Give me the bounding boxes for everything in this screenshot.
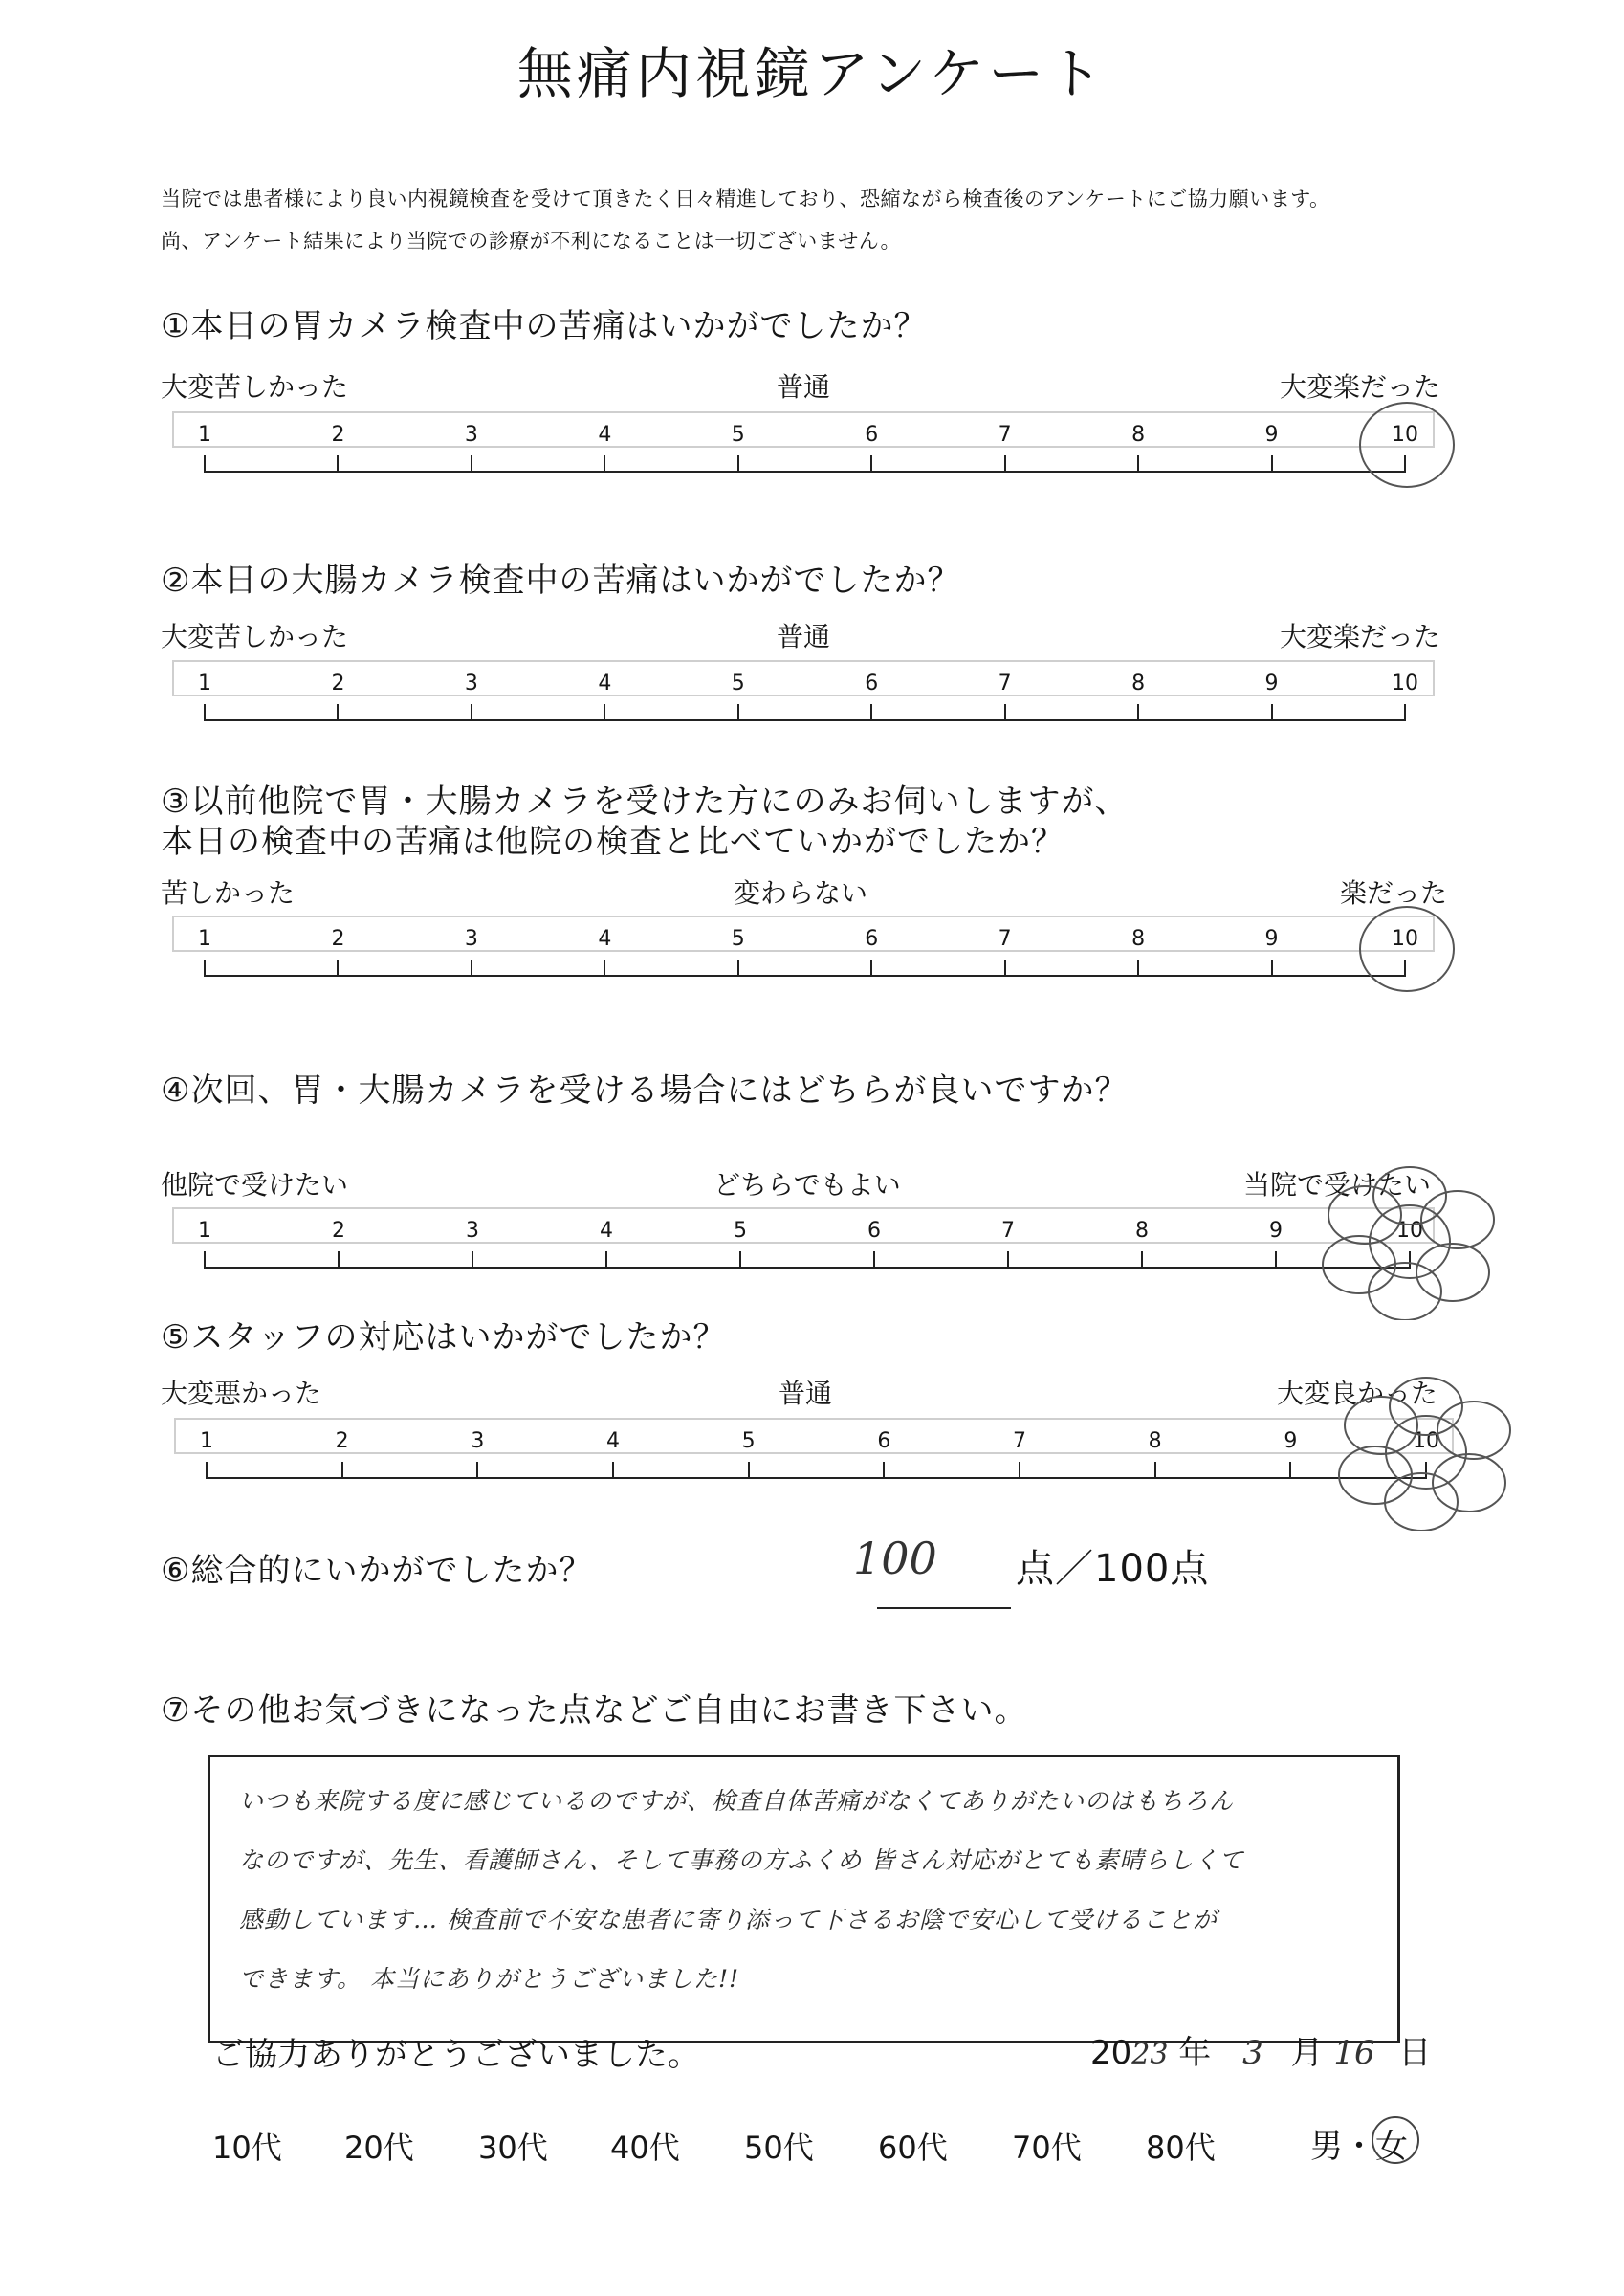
q1-right-label: 大変楽だった <box>1280 371 1441 403</box>
question-2-text: ②本日の大腸カメラ検査中の苦痛はいかがでしたか？ <box>161 562 961 600</box>
question-4-text: ④次回、胃・大腸カメラを受ける場合にはどちらが良いですか？ <box>161 1071 1129 1110</box>
scale-tick <box>204 704 206 721</box>
comment-line-2: なのですが、先生、看護師さん、そして事務の方ふくめ 皆さん対応がとても素晴らしくて <box>239 1846 1244 1874</box>
scale-number[interactable]: 2 <box>331 672 345 695</box>
scale-number[interactable]: 9 <box>1284 1429 1298 1453</box>
flower-petal <box>1339 1446 1412 1504</box>
scale-tick <box>337 704 339 721</box>
question-3-text-line2: 本日の検査中の苦痛は他院の検査と比べていかがでしたか？ <box>161 823 1064 861</box>
scale-frame <box>172 1207 1435 1244</box>
scale-tick <box>1289 1462 1291 1479</box>
flower-petal <box>1323 1236 1395 1293</box>
scale-tick <box>204 1251 206 1269</box>
question-6-text: ⑥総合的にいかがでしたか？ <box>161 1552 593 1590</box>
gender-male-option[interactable]: 男 <box>1310 2128 1343 2166</box>
scale-tick <box>737 455 739 473</box>
comment-line-4: できます。 本当にありがとうございました!! <box>239 1965 740 1993</box>
scale-number[interactable]: 8 <box>1131 423 1146 447</box>
question-3-text: ③以前他院で胃・大腸カメラを受けた方にのみお伺いしますが、 <box>161 783 1129 821</box>
scale-number[interactable]: 4 <box>598 423 612 447</box>
question-1-text: ①本日の胃カメラ検査中の苦痛はいかがでしたか？ <box>161 307 928 345</box>
scale-axis-line <box>205 719 1405 721</box>
age-option-40s[interactable]: 40代 <box>610 2130 680 2166</box>
scale-number[interactable]: 8 <box>1131 672 1146 695</box>
scale-tick <box>204 960 206 977</box>
scale-axis-line <box>205 1267 1410 1269</box>
scale-number[interactable]: 9 <box>1264 423 1279 447</box>
question-7-text: ⑦その他お気づきになった点などご自由にお書き下さい。 <box>161 1691 1028 1730</box>
scale-tick <box>471 455 472 473</box>
scale-number[interactable]: 4 <box>606 1429 620 1453</box>
scale-number[interactable]: 7 <box>1001 1219 1015 1243</box>
scale-number[interactable]: 2 <box>332 1219 345 1243</box>
scale-number[interactable]: 9 <box>1264 927 1279 951</box>
scale-number[interactable]: 10 <box>1413 1429 1439 1453</box>
scale-tick <box>737 960 739 977</box>
scale-tick <box>1275 1251 1277 1269</box>
scale-tick <box>1271 960 1273 977</box>
date-month-label: 月 <box>1290 2034 1324 2072</box>
scale-number[interactable]: 9 <box>1269 1219 1283 1243</box>
scale-number[interactable]: 8 <box>1135 1219 1149 1243</box>
scale-number[interactable]: 10 <box>1392 672 1418 695</box>
flower-petal <box>1421 1191 1494 1248</box>
q4-left-label: 他院で受けたい <box>161 1169 349 1201</box>
scale-number[interactable]: 1 <box>200 1429 213 1453</box>
comment-line-1: いつも来院する度に感じているのですが、検査自体苦痛がなくてありがたいのはもちろん <box>239 1787 1235 1815</box>
scale-tick <box>870 960 872 977</box>
scale-axis-line <box>205 975 1405 977</box>
scale-number[interactable]: 3 <box>466 1219 479 1243</box>
flower-petal <box>1373 1167 1446 1225</box>
flower-petal <box>1345 1397 1417 1454</box>
q3-left-label: 苦しかった <box>161 877 296 909</box>
scale-number[interactable]: 6 <box>865 927 879 951</box>
scale-tick <box>737 704 739 721</box>
scale-number[interactable]: 3 <box>471 1429 485 1453</box>
age-option-70s[interactable]: 70代 <box>1012 2130 1082 2166</box>
date-year-prefix: 20 <box>1090 2034 1132 2072</box>
scale-number[interactable]: 3 <box>464 423 478 447</box>
scale-tick <box>604 960 605 977</box>
scale-tick <box>476 1462 478 1479</box>
gender-selected-circle <box>1372 2116 1419 2164</box>
scale-tick <box>748 1462 750 1479</box>
age-option-20s[interactable]: 20代 <box>344 2130 414 2166</box>
gender-field <box>1310 2120 1408 2167</box>
q2-left-label: 大変苦しかった <box>161 621 349 652</box>
scale-tick <box>604 455 605 473</box>
scale-tick <box>1137 704 1139 721</box>
scale-number[interactable]: 7 <box>998 672 1012 695</box>
flower-petal <box>1433 1454 1505 1512</box>
intro-line-1: 当院では患者様により良い内視鏡検査を受けて頂きたく日々精進しており、恐縮ながら検査後のアンケートにご協力願います。 <box>161 188 1330 210</box>
thanks-text: ご協力ありがとうございました。 <box>212 2036 700 2074</box>
scale-number[interactable]: 5 <box>731 672 745 695</box>
flower-petal <box>1385 1473 1458 1531</box>
q3-right-label: 楽だった <box>1340 877 1448 909</box>
answer-flower-mark <box>1335 1368 1517 1531</box>
scale-tick <box>471 960 472 977</box>
q1-rating-scale[interactable] <box>172 411 1435 478</box>
scale-tick <box>739 1251 741 1269</box>
scale-number[interactable]: 1 <box>198 927 211 951</box>
date-day-label: 日 <box>1398 2034 1432 2072</box>
scale-tick <box>1141 1251 1143 1269</box>
flower-petal <box>1369 1263 1441 1320</box>
scale-number[interactable]: 8 <box>1131 927 1146 951</box>
scale-tick <box>1004 455 1006 473</box>
scale-tick <box>612 1462 614 1479</box>
age-option-80s[interactable]: 80代 <box>1146 2130 1216 2166</box>
scale-number[interactable]: 5 <box>731 423 745 447</box>
scale-tick <box>1154 1462 1156 1479</box>
answer-circle-mark <box>1359 402 1455 488</box>
scale-tick <box>1137 960 1139 977</box>
q6-score-suffix: 点／100点 <box>1016 1547 1210 1591</box>
age-option-10s[interactable]: 10代 <box>212 2130 282 2166</box>
date-day-written: 16 <box>1333 2034 1375 2072</box>
q4-mid-label: どちらでもよい <box>713 1169 901 1201</box>
scale-tick <box>1007 1251 1009 1269</box>
q3-mid-label: 変わらない <box>734 877 868 909</box>
scale-tick <box>472 1251 473 1269</box>
scale-tick <box>341 1462 343 1479</box>
scale-number[interactable]: 6 <box>867 1219 881 1243</box>
scale-frame <box>172 660 1435 696</box>
scale-tick <box>1004 960 1006 977</box>
scale-number[interactable]: 10 <box>1396 1219 1423 1243</box>
scale-tick <box>337 455 339 473</box>
scale-tick <box>605 1251 607 1269</box>
q1-left-label: 大変苦しかった <box>161 371 349 403</box>
scale-number[interactable]: 6 <box>865 672 879 695</box>
scale-number[interactable]: 10 <box>1392 927 1418 951</box>
scale-tick <box>604 704 605 721</box>
question-5-text: ⑤スタッフの対応はいかがでしたか？ <box>161 1318 727 1357</box>
q5-mid-label: 普通 <box>779 1378 833 1409</box>
flower-petal <box>1390 1378 1462 1435</box>
scale-tick <box>870 455 872 473</box>
scale-number[interactable]: 6 <box>865 423 879 447</box>
scale-tick <box>1271 455 1273 473</box>
scale-number[interactable]: 7 <box>998 423 1012 447</box>
scale-number[interactable]: 3 <box>464 927 478 951</box>
scale-tick <box>1404 704 1406 721</box>
scale-tick <box>873 1251 875 1269</box>
scale-number[interactable]: 6 <box>877 1429 891 1453</box>
scale-tick <box>883 1462 885 1479</box>
scale-frame <box>172 411 1435 448</box>
scale-number[interactable]: 1 <box>198 423 211 447</box>
date-year-label: 年 <box>1178 2034 1212 2072</box>
flower-petal <box>1437 1402 1510 1459</box>
q5-rating-scale[interactable] <box>174 1418 1454 1485</box>
flower-petal <box>1328 1186 1401 1244</box>
gender-female-option[interactable] <box>1375 2120 1408 2167</box>
scale-number[interactable]: 5 <box>741 1429 756 1453</box>
scale-number[interactable]: 9 <box>1264 672 1279 695</box>
scale-number[interactable]: 2 <box>331 423 345 447</box>
scale-frame <box>172 916 1435 952</box>
scale-tick <box>206 1462 208 1479</box>
date-month-written: 3 <box>1242 2034 1263 2072</box>
q3-rating-scale[interactable] <box>172 916 1435 982</box>
q2-right-label: 大変楽だった <box>1280 621 1441 652</box>
intro-line-2: 尚、アンケート結果により当院での診療が不利になることは一切ございません。 <box>161 230 901 253</box>
scale-number[interactable]: 4 <box>598 672 612 695</box>
gender-female-label: 女 <box>1375 2128 1408 2166</box>
age-option-60s[interactable]: 60代 <box>878 2130 948 2166</box>
comment-line-3: 感動しています… 検査前で不安な患者に寄り添って下さるお陰で安心して受けることが <box>239 1906 1218 1933</box>
scale-tick <box>337 960 339 977</box>
scale-number[interactable]: 5 <box>734 1219 747 1243</box>
scale-tick <box>1137 455 1139 473</box>
scale-number[interactable]: 1 <box>198 1219 211 1243</box>
free-comment-box[interactable] <box>208 1755 1400 2043</box>
scale-frame <box>174 1418 1454 1454</box>
page-title: 無痛内視鏡アンケート <box>516 41 1108 106</box>
scale-tick <box>1271 704 1273 721</box>
scale-tick <box>471 704 472 721</box>
q4-rating-scale[interactable] <box>172 1207 1435 1274</box>
scale-number[interactable]: 2 <box>331 927 345 951</box>
scale-number[interactable]: 5 <box>731 927 745 951</box>
q6-score-underline <box>877 1607 1011 1609</box>
q5-left-label: 大変悪かった <box>161 1378 322 1409</box>
scale-tick <box>870 704 872 721</box>
scale-number[interactable]: 4 <box>600 1219 613 1243</box>
age-option-30s[interactable]: 30代 <box>478 2130 548 2166</box>
q6-score-handwritten[interactable]: 100 <box>853 1533 937 1584</box>
scale-number[interactable]: 10 <box>1392 423 1418 447</box>
scale-axis-line <box>207 1477 1426 1479</box>
scale-tick <box>338 1251 340 1269</box>
gender-separator: ・ <box>1343 2128 1375 2166</box>
scale-tick <box>204 455 206 473</box>
q2-mid-label: 普通 <box>777 621 831 652</box>
flower-petal <box>1416 1244 1489 1301</box>
scale-number[interactable]: 3 <box>464 672 478 695</box>
q5-right-label: 大変良かった <box>1277 1378 1438 1409</box>
answer-circle-mark <box>1359 906 1455 992</box>
scale-number[interactable]: 1 <box>198 672 211 695</box>
scale-axis-line <box>205 471 1405 473</box>
age-option-50s[interactable]: 50代 <box>744 2130 814 2166</box>
q2-rating-scale[interactable] <box>172 660 1435 727</box>
date-year-written: 23 <box>1131 2038 1169 2071</box>
scale-number[interactable]: 7 <box>1013 1429 1026 1453</box>
scale-tick <box>1004 704 1006 721</box>
answer-flower-mark <box>1319 1158 1501 1320</box>
scale-number[interactable]: 7 <box>998 927 1012 951</box>
date-field[interactable] <box>1090 2026 1431 2073</box>
scale-number[interactable]: 2 <box>335 1429 349 1453</box>
q1-mid-label: 普通 <box>777 371 831 403</box>
scale-number[interactable]: 4 <box>598 927 612 951</box>
scale-number[interactable]: 8 <box>1148 1429 1162 1453</box>
q4-right-label: 当院で受けたい <box>1243 1169 1432 1201</box>
scale-tick <box>1019 1462 1020 1479</box>
